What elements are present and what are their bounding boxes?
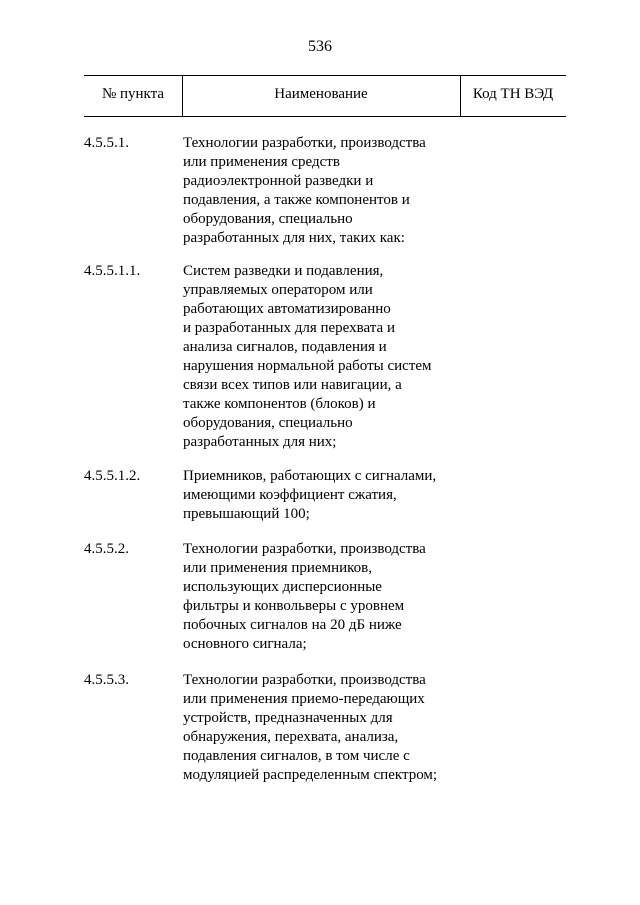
text-line: Технологии разработки, производства (183, 541, 426, 557)
column-header-number: № пункта (101, 86, 165, 102)
text-line: Приемников, работающих с сигналами, (183, 468, 437, 484)
text-line: модуляцией распределенным спектром; (183, 767, 438, 783)
text-line: анализа сигналов, подавления и (183, 339, 387, 355)
table-header-top-rule (84, 75, 566, 76)
text-line: оборудования, специально (183, 211, 353, 227)
text-line: радиоэлектронной разведки и (183, 173, 374, 189)
item-description (183, 467, 473, 524)
text-line: или применения приемников, (183, 560, 373, 576)
item-description (183, 540, 473, 654)
text-line: обнаружения, перехвата, анализа, (183, 729, 399, 745)
text-line: связи всех типов или навигации, а (183, 377, 402, 393)
table-header-bottom-rule (84, 116, 566, 117)
text-line: разработанных для них, таких как: (183, 230, 405, 246)
text-line: устройств, предназначенных для (183, 710, 393, 726)
text-line: оборудования, специально (183, 415, 353, 431)
text-line: подавления, а также компонентов и (183, 192, 410, 208)
text-line: фильтры и конвольверы с уровнем (183, 598, 405, 614)
item-number: 4.5.5.1. (84, 135, 129, 151)
text-line: Технологии разработки, производства (183, 135, 426, 151)
item-description (183, 134, 473, 248)
text-line: управляемых оператором или (183, 282, 373, 298)
text-line: основного сигнала; (183, 636, 307, 652)
text-line: работающих автоматизированно (183, 301, 391, 317)
text-line: использующих дисперсионные (183, 579, 382, 595)
item-number: 4.5.5.2. (84, 541, 129, 557)
text-line: Технологии разработки, производства (183, 672, 426, 688)
text-line: нарушения нормальной работы систем (183, 358, 432, 374)
item-description (183, 671, 473, 785)
text-line: побочных сигналов на 20 дБ ниже (183, 617, 402, 633)
item-number: 4.5.5.1.1. (84, 263, 141, 279)
text-line: имеющими коэффициент сжатия, (183, 487, 397, 503)
column-header-code: Код ТН ВЭД (472, 86, 554, 102)
item-description (183, 262, 473, 452)
text-line: разработанных для них; (183, 434, 337, 450)
text-line: также компонентов (блоков) и (183, 396, 376, 412)
item-number: 4.5.5.3. (84, 672, 129, 688)
text-line: Систем разведки и подавления, (183, 263, 384, 279)
text-line: или применения приемо-передающих (183, 691, 425, 707)
item-number: 4.5.5.1.2. (84, 468, 141, 484)
column-header-name: Наименование (274, 86, 368, 102)
text-line: подавления сигналов, в том числе с (183, 748, 410, 764)
page-number: 536 (308, 38, 332, 55)
text-line: и разработанных для перехвата и (183, 320, 395, 336)
text-line: или применения средств (183, 154, 340, 170)
text-line: превышающий 100; (183, 506, 310, 522)
